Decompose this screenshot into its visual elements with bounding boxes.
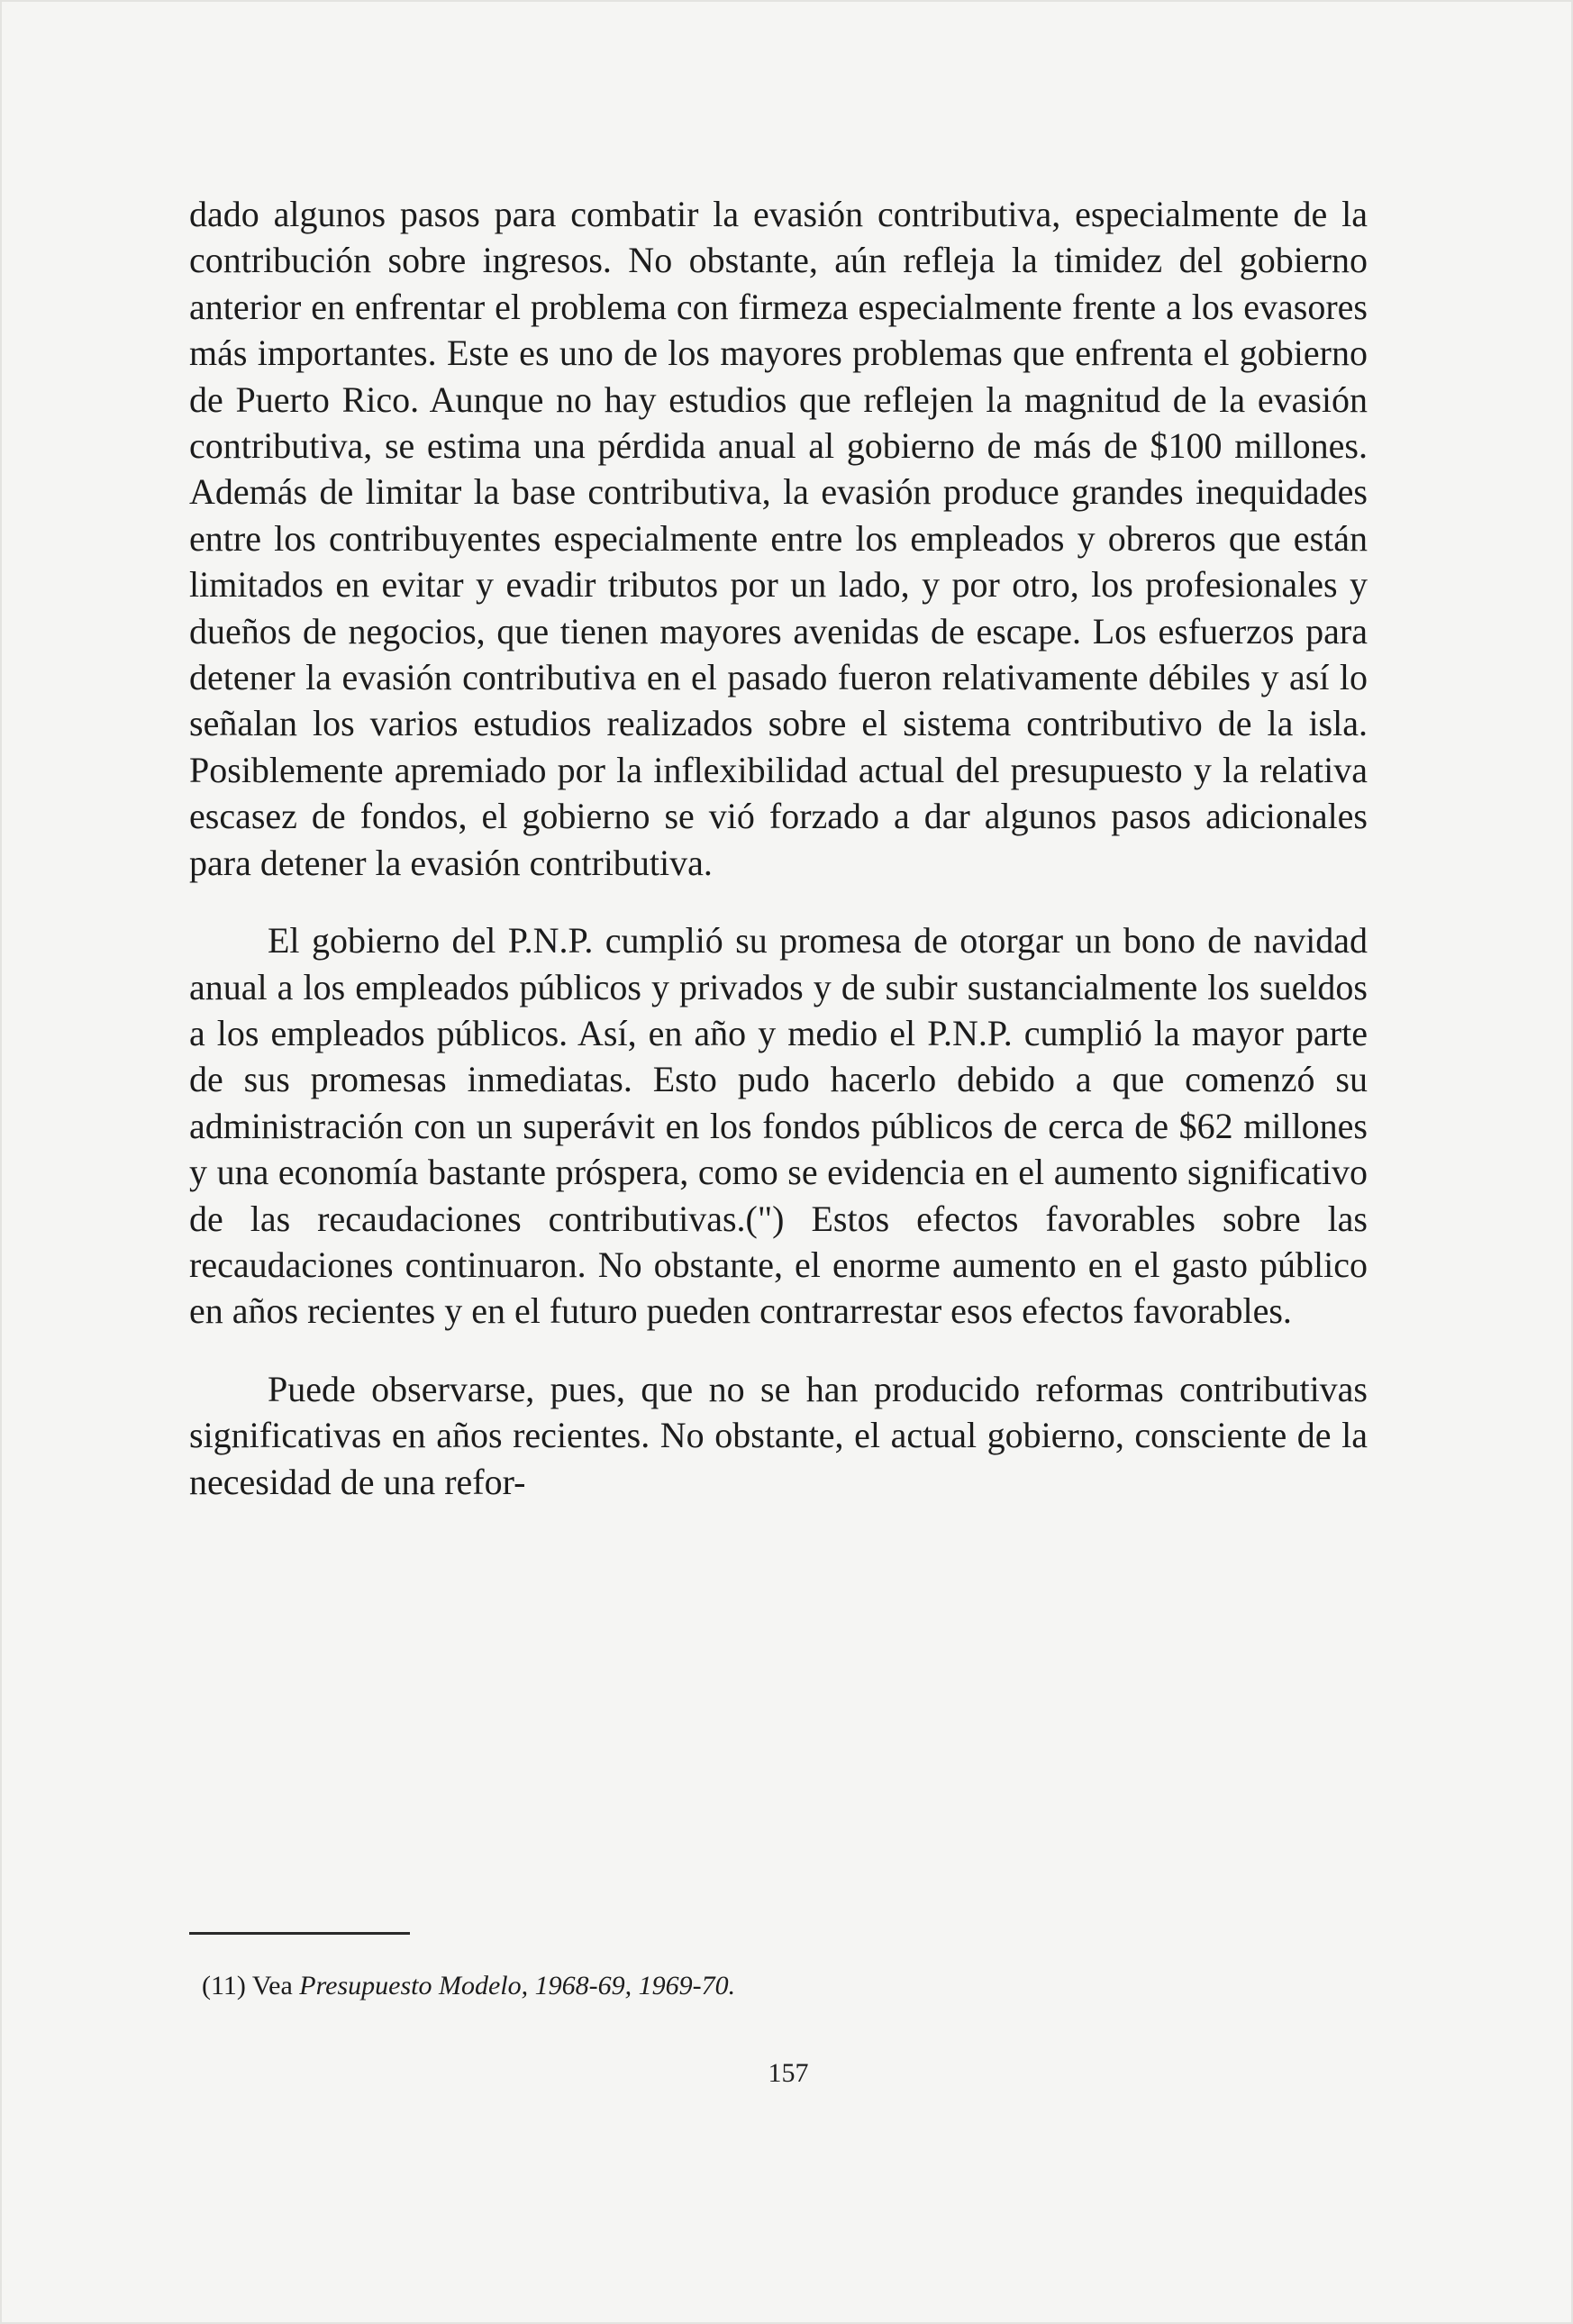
body-text bbox=[189, 191, 1368, 1505]
paragraph-tax-reform: Puede observarse, pues, que no se han producido reformas contributivas significativas en años recientes. No obstante, el actual gobierno, consciente de la necesidad de una refor- bbox=[189, 1368, 1368, 1502]
paragraph-evasion: dado algunos pasos para combatir la evasión contributiva, especialmente de la contribución sobre ingresos. No obstante, aún refleja la timidez del gobierno anterior en enfrentar el problema con firmeza especialmente frente a los evasores más importantes. Este es uno de los mayores problemas que enfrenta el gobierno de Puerto Rico. Aunque no hay estudios que reflejen la magnitud de la evasión contributiva, se estima una pérdida anual al gobierno de más de $100 millones. Además de limitar la base contributiva, la evasión produce grandes inequidades entre los contribuyentes especialmente entre los empleados y obreros que están limitados en evitar y evadir tributos por un lado, y por otro, los profesionales y dueños de negocios, que tienen mayores avenidas de escape. Los esfuerzos para detener la evasión contributiva en el pasado fueron relativamente débiles y así lo señalan los varios estudios realizados sobre el sistema contributivo de la isla. Posiblemente apremiado por la inflexibilidad actual del presupuesto y la relativa escasez de fondos, el gobierno se vió forzado a dar algunos pasos adicionales para detener la evasión contributiva. bbox=[189, 194, 1368, 883]
page-number: 157 bbox=[768, 2058, 809, 2088]
footnote-divider bbox=[189, 1932, 410, 1935]
paragraph-pnp-promises: El gobierno del P.N.P. cumplió su promesa de otorgar un bono de navidad anual a los empleados públicos y privados y de subir sustancialmente los sueldos a los empleados públicos. Así, en año y medio el P.N.P. cumplió la mayor parte de sus promesas inmediatas. Esto pudo hacerlo debido a que comenzó su administración con un superávit en los fondos públicos de cerca de $62 millones y una economía bastante próspera, como se evidencia en el aumento significativo de las recaudaciones contributivas.(") Estos efectos favorables sobre las recaudaciones continuaron. No obstante, el enorme aumento en el gasto público en años recientes y en el futuro pueden contrarrestar esos efectos favorables. bbox=[189, 920, 1368, 1332]
footnote-citation: Presupuesto Modelo, 1968-69, 1969-70. bbox=[299, 1971, 736, 2000]
footnote bbox=[202, 1971, 735, 2001]
footnote-marker: (11) Vea bbox=[202, 1971, 300, 2000]
